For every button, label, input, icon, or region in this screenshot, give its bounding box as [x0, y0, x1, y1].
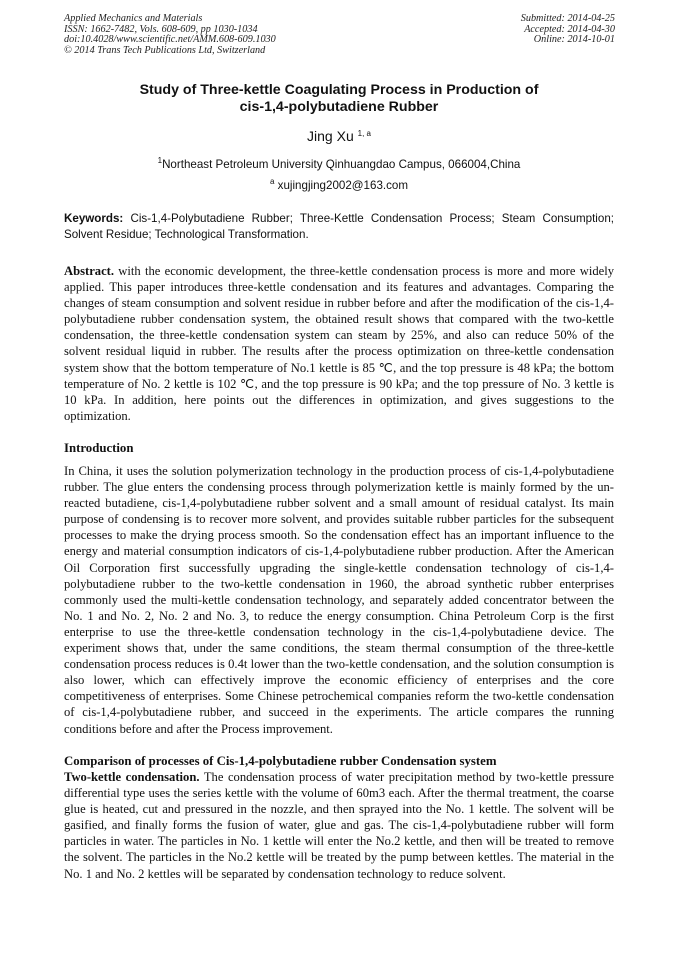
affiliation-sup: 1 — [157, 156, 163, 165]
author-name: Jing Xu — [307, 128, 354, 144]
doi[interactable]: doi:10.4028/www.scientific.net/AMM.608-609.1030 — [64, 34, 276, 46]
author-sup: 1, a — [357, 129, 371, 138]
copyright: © 2014 Trans Tech Publications Ltd, Switzerland — [64, 44, 266, 56]
comparison-heading: Comparison of processes of Cis-1,4-polybutadiene rubber Condensation system — [64, 754, 497, 768]
submitted-date: Submitted: 2014-04-25 — [520, 13, 615, 24]
accepted-date: Accepted: 2014-04-30 — [524, 23, 615, 35]
title-line-2: cis-1,4-polybutadiene Rubber — [239, 99, 439, 115]
introduction-text: In China, it uses the solution polymerization technology in the production process of cis-1,4-polybutadiene rubber. The glue enters the condensing process through polymerization kettle is mainly formed by the un-reacted butadiene, cis-1,4-polybutadiene rubber solvent and a small amount of residual catalyst. Its main purpose of condensing is to recover more solvent, and provides suitable rubber particles for the subsequent processes to make the drying process smooth. So the condensation effect has an important influence to the energy and material consumption indicators of cis-1,4-polybutadiene rubber production. After the American Oil Corporation first successfully upgrading the single-kettle condensation technology of cis-1,4-polybutadiene rubber to the two-kettle condensation in 1960, the abroad synthetic rubber enterprises commonly used the multi-kettle condensation technology, and separately added concentrator between the No. 1 and No. 2, No. 2 and No. 3, to reduce the energy consumption. China Petroleum Corp is the first enterprise to use the three-kettle condensation technology in the cis-1,4-polybutadiene device. The experiment shows that, under the same conditions, the steam thermal consumption of the three-kettle condensation process reduces is 0.4t lower than the two-kettle condensation, and the solution consumption is also lower, which can effectively improve the economic efficiency of enterprises and the core competitiveness of enterprises. Some Chinese petrochemical companies reform the two-kettle condensation of cis-1,4-polybutadiene rubber, and succeed in the experiments. The article compares the running conditions before and after the Process improvement. — [64, 464, 614, 736]
title-line-1: Study of Three-kettle Coagulating Process in Production of — [139, 82, 539, 98]
issn: ISSN: 1662-7482, Vols. 608-609, pp 1030-1034 — [64, 23, 258, 35]
abstract-text: with the economic development, the three-kettle condensation process is more and more widely applied. This paper introduces three-kettle condensation and its features and advantages. Comparing the changes of steam consumption and solvent residue in rubber before and after the modification of the cis-1,4-polybutadiene rubber condensation system, the obtained result shows that compared with the two-kettle condensation, the three-kettle condensation system can steam by 25%, and also can reduce 50% of the solvent residual liquid in rubber. The results after the process optimization on three-kettle condensation system show that the bottom temperature of No.1 kettle is 85 ℃, and the top pressure is 48 kPa; the bottom temperature of No. 2 kettle is 102 ℃, and the top pressure is 90 kPa; and the top pressure of No. 3 kettle is 10 kPa. In addition, here points out the differences in optimization, and gives suggestions to the optimization. — [64, 264, 614, 423]
keywords — [64, 211, 614, 243]
email-text[interactable]: xujingjing2002@163.com — [277, 179, 409, 192]
introduction-heading: Introduction — [64, 441, 134, 455]
abstract — [64, 263, 614, 424]
paper-title — [64, 82, 614, 116]
abstract-label: Abstract. — [64, 264, 115, 278]
author — [64, 128, 614, 144]
journal-header — [64, 14, 276, 56]
keywords-label: Keywords: — [64, 212, 124, 225]
two-kettle-text: The condensation process of water precipitation method by two-kettle pressure differential type uses the series kettle with the volume of 60m3 each. After the thermal treatment, the coarse glue is heated, cut and pressured in the nozzle, and then sprayed into the No. 1 kettle. The solvent will be gasified, and finally forms the fusion of water, glue and gas. The cis-1,4-polybutadiene rubber will form particles in water. The particles in No. 1 kettle will enter the No.2 kettle, and then will be treated to remove the solvent. The particles in the No.2 kettle will be treated by the pump between kettles. The material in the No. 1 and No. 2 kettles will be separated by condensation technology to reduce solvent. — [64, 770, 614, 881]
dates-header — [521, 14, 615, 46]
journal-name: Applied Mechanics and Materials — [64, 13, 203, 24]
two-kettle-subheading: Two-kettle condensation. — [64, 770, 200, 784]
online-date: Online: 2014-10-01 — [533, 34, 615, 46]
affiliation-text: Northeast Petroleum University Qinhuangdao Campus, 066004,China — [162, 158, 521, 171]
affiliation — [64, 156, 614, 171]
email — [64, 177, 614, 192]
email-sup: a — [269, 177, 275, 186]
keywords-text: Cis-1,4-Polybutadiene Rubber; Three-Kettle Condensation Process; Steam Consumption; Solvent Residue; Technological Transformation. — [64, 212, 614, 241]
two-kettle-paragraph — [64, 769, 614, 882]
